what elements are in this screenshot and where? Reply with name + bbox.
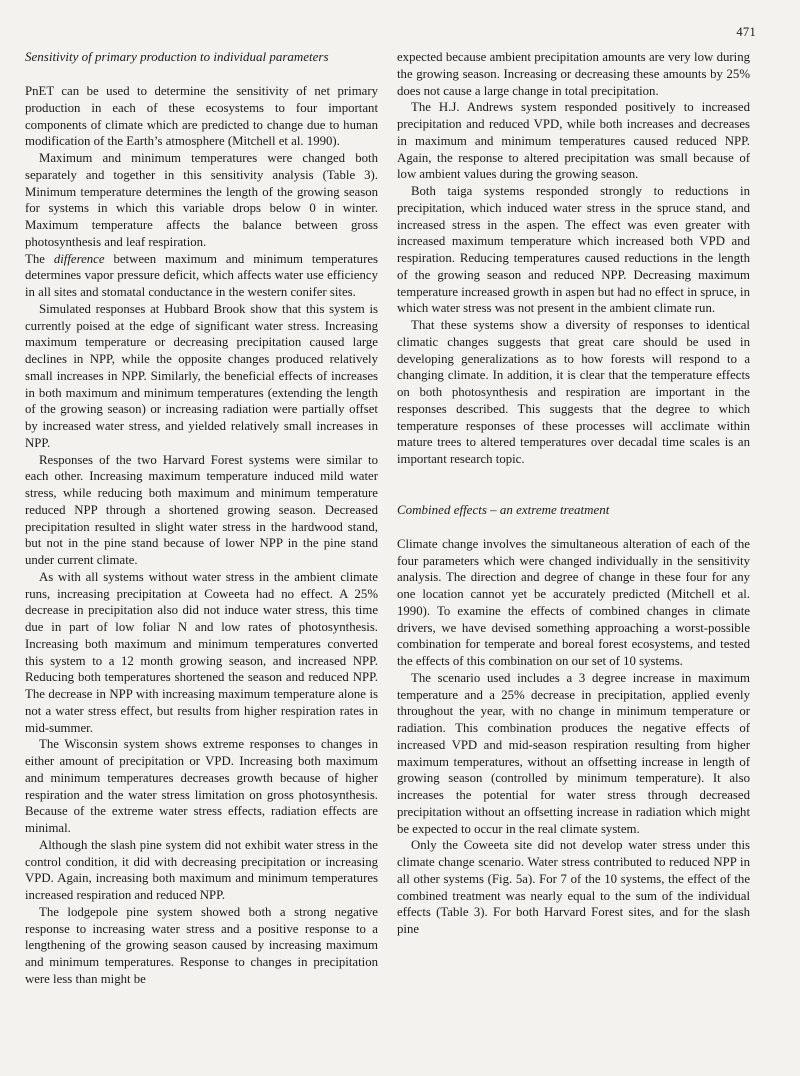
- left-column: [25, 48, 378, 988]
- section-heading-combined-effects: Combined effects – an extreme treatment: [397, 501, 610, 517]
- paragraph: Maximum and minimum temperatures were changed both separately and together in this sensitivity analysis (Table 3). Minimum temperature determines the length of the growing season for systems in which this variable drops below 0 in winter. Maximum temperature affects the balance between gross photosynthesis and leaf respiration.: [25, 151, 378, 249]
- paragraph: expected because ambient precipitation amounts are very low during the growing season. Increasing or decreasing these amounts by 25% does not cause a large change in total precipitation.: [397, 50, 750, 98]
- paragraph: Only the Coweeta site did not develop water stress under this climate change scenario. Water stress contributed to reduced NPP in all other systems (Fig. 5a). For 7 of the 10 systems, the effect of the combined treatment was nearly equal to the sum of the individual effects (Table 3). For both Harvard Forest sites, and for the slash pine: [397, 838, 750, 937]
- paragraph: The scenario used includes a 3 degree increase in maximum temperature and a 25% decrease in precipitation, applied evenly throughout the year, with no change in minimum temperature or radiation. This combination produces the negative effects of increased VPD and mid-season respiration resulting from higher maximum temperatures, without an offsetting increase in length of growing season (controlled by minimum temperature). It also increases the potential for water stress through decreased precipitation without an offsetting increase in radiation which might be expected to occur in the real climate system.: [397, 670, 750, 836]
- page-number: 471: [736, 25, 756, 39]
- paragraph: Responses of the two Harvard Forest systems were similar to each other. Increasing maximum temperature induced mild water stress, while reducing both maximum and minimum temperature reduced NPP through a shortened growing season. Decreased precipitation resulted in slight water stress in the hardwood stand, but not in the pine stand because of lower NPP in the pine stand under current climate.: [25, 452, 378, 568]
- paragraph: Simulated responses at Hubbard Brook show that this system is currently poised at the edge of significant water stress. Increasing maximum temperature or decreasing precipitation caused large declines in NPP, while the opposite changes produced relatively small increases in NPP. Similarly, the beneficial effects of increases in both maximum and minimum temperatures (extending the length of the growing season) or increasing radiation were partially offset by increased water stress, and yielded relatively small increases in NPP.: [25, 301, 378, 450]
- emphasis-difference: difference: [53, 251, 105, 266]
- paragraph: As with all systems without water stress in the ambient climate runs, increasing precipitation at Coweeta had no effect. A 25% decrease in precipitation also did not induce water stress, this time due in part of low foliar N and low rates of photosynthesis. Increasing both maximum and minimum temperatures converted this system to a 12 month growing season, and increased NPP. Reducing both temperatures shortened the season and reduced NPP. The decrease in NPP with increasing maximum temperature alone is not a water stress effect, but results from higher respiration rates in mid-summer.: [25, 569, 378, 735]
- paragraph: The Wisconsin system shows extreme responses to changes in either amount of precipitation or VPD. Increasing both maximum and minimum temperatures decreases growth because of higher respiration and the water stress limitation on gross photosynthesis. Because of the extreme water stress effects, radiation effects are minimal.: [25, 737, 378, 836]
- paragraph: Although the slash pine system did not exhibit water stress in the control condition, it did with decreasing precipitation or increasing VPD. Again, increasing both maximum and minimum temperatures increased respiration and reduced NPP.: [25, 837, 378, 903]
- paragraph: Climate change involves the simultaneous alteration of each of the four parameters which were changed individually in the sensitivity analysis. The direction and degree of change in these four for any one location cannot yet be accurately predicted (Mitchell et al. 1990). To examine the effects of combined changes in climate drivers, we have devised something approaching a worst-possible combination for temperate and boreal forest ecosystems, and tested the effects of this combination on our set of 10 systems.: [397, 536, 750, 669]
- paragraph: Both taiga systems responded strongly to reductions in precipitation, which induced water stress in the spruce stand, and increased stress in the aspen. The effect was even greater with increased maximum temperature which increased both VPD and respiration. Reducing temperatures caused reductions in the length of the growing season and reduced NPP. Decreasing maximum temperature increased growth in aspen but had no effect in spruce, in which water stress was not present in the ambient climate run.: [397, 184, 750, 316]
- paragraph: PnET can be used to determine the sensitivity of net primary production in each of these ecosystems to four important components of climate which are predicted to change due to human modification of the Earth’s atmosphere (Mitchell et al. 1990).: [25, 84, 378, 149]
- paragraph-text: between maximum and minimum temperatures determines vapor pressure deficit, which affects water use efficiency in all sites and stomatal conductance in the western conifer sites.: [25, 251, 378, 300]
- section-heading-sensitivity: Sensitivity of primary production to individual parameters: [25, 49, 329, 64]
- right-column: [397, 49, 750, 938]
- paragraph: The lodgepole pine system showed both a strong negative response to increasing water stress and a positive response to a lengthening of the growing season caused by increasing maximum and minimum temperatures. Response to changes in precipitation were less than might be: [25, 904, 378, 986]
- paragraph-difference: [25, 251, 378, 301]
- paragraph: That these systems show a diversity of responses to identical climatic changes suggests that great care should be used in developing generalizations as to how forests will respond to a changing climate. In addition, it is clear that the temperature effects on both photosynthesis and respiration are important in the responses described. This suggests that the degree to which temperature responses of these processes will acclimate within mature trees to altered temperatures over decadal time scales is an important research topic.: [397, 318, 750, 466]
- paragraph: The H.J. Andrews system responded positively to increased precipitation and reduced VPD, while both increases and decreases in maximum and minimum temperatures caused reduced NPP. Again, the response to altered precipitation was small because of low ambient values during the growing season.: [397, 100, 750, 182]
- paragraph-text: The: [25, 251, 45, 266]
